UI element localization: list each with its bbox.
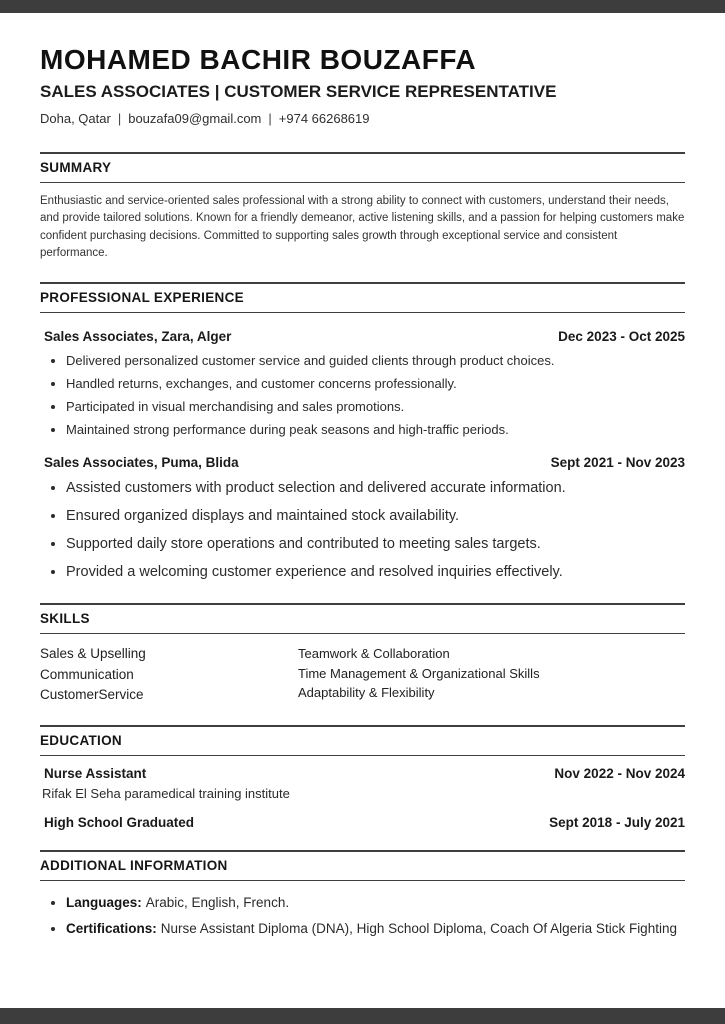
skill-item: Time Management & Organizational Skills — [298, 665, 540, 681]
additional-info-label: Languages: — [66, 895, 142, 911]
additional-info-label: Certifications: — [66, 921, 157, 937]
job-bullet: • Maintained strong performance during peak seasons and high-traffic periods. — [66, 421, 685, 440]
education-dates: Nov 2022 - Nov 2024 — [554, 766, 685, 782]
education-header — [40, 815, 685, 830]
job-bullet: • Delivered personalized customer service and guided clients through product choices. — [66, 352, 685, 371]
job-dates: Sept 2021 - Nov 2023 — [550, 455, 685, 471]
summary-section — [40, 152, 685, 262]
skill-item: Communication — [40, 666, 134, 682]
skill-item: Adaptability & Flexibility — [298, 685, 435, 701]
candidate-name: MOHAMED BACHIR BOUZAFFA — [40, 44, 477, 75]
skills-column-right — [298, 644, 540, 705]
job-entry — [40, 323, 685, 439]
job-bullet-list — [40, 352, 685, 439]
candidate-title: SALES ASSOCIATES | CUSTOMER SERVICE REPRESENTATIVE — [40, 82, 557, 101]
education-header — [40, 766, 685, 781]
experience-heading: PROFESSIONAL EXPERIENCE — [40, 282, 685, 313]
job-bullet-list — [40, 478, 685, 583]
job-bullet: • Handled returns, exchanges, and customer concerns professionally. — [66, 375, 685, 394]
contact-separator: | — [268, 111, 272, 126]
additional-info-text: Nurse Assistant Diploma (DNA), High School Diploma, Coach Of Algeria Stick Fighting — [160, 921, 677, 937]
skills-columns — [40, 644, 685, 705]
education-heading: EDUCATION — [40, 725, 685, 756]
additional-info-section — [40, 850, 685, 940]
bottom-border-bar — [0, 1008, 725, 1024]
additional-info-list — [40, 893, 685, 940]
contact-email: bouzafa09@gmail.com — [128, 111, 262, 126]
job-bullet: • Assisted customers with product selection and delivered accurate information. — [66, 478, 685, 500]
skill-item: CustomerService — [40, 686, 144, 702]
education-institution: Rifak El Seha paramedical training institute — [42, 786, 290, 802]
education-title: High School Graduated — [44, 815, 195, 831]
skills-section — [40, 603, 685, 705]
job-title: Sales Associates, Puma, Blida — [44, 455, 239, 471]
education-dates: Sept 2018 - July 2021 — [549, 815, 685, 831]
education-section — [40, 725, 685, 830]
job-title: Sales Associates, Zara, Alger — [44, 329, 232, 344]
summary-heading: SUMMARY — [40, 152, 685, 183]
job-header — [40, 449, 685, 472]
job-header — [40, 323, 685, 346]
contact-line — [40, 111, 685, 126]
additional-info-text: Arabic, English, French. — [145, 895, 290, 911]
job-bullet: • Supported daily store operations and contributed to meeting sales targets. — [66, 534, 685, 556]
job-bullet: • Provided a welcoming customer experience and resolved inquiries effectively. — [66, 562, 685, 584]
resume-header — [40, 44, 685, 126]
top-border-bar — [0, 0, 725, 13]
additional-info-item — [66, 893, 685, 913]
job-entry — [40, 449, 685, 583]
summary-text: Enthusiastic and service-oriented sales professional with a strong ability to connect with customers, understand their needs, and provide tailored solutions. Known for a friendly demeanor, active listening skills, and a passion for helping customers make confident purchasing decisions. Committed to supporting sales growth through exceptional service and consistent performance. — [40, 195, 685, 259]
skill-item: Sales & Upselling — [40, 646, 146, 662]
contact-separator: | — [117, 111, 122, 126]
contact-location: Doha, Qatar — [40, 111, 111, 126]
additional-info-item — [66, 919, 685, 939]
skills-heading: SKILLS — [40, 603, 685, 634]
skill-item: Teamwork & Collaboration — [298, 646, 450, 662]
contact-phone: +974 66268619 — [278, 111, 370, 126]
job-bullet: • Participated in visual merchandising and sales promotions. — [66, 398, 685, 417]
education-title: Nurse Assistant — [44, 766, 147, 782]
skills-column-left — [40, 644, 298, 705]
experience-section — [40, 282, 685, 583]
education-entry — [40, 766, 685, 801]
job-bullet: • Ensured organized displays and maintained stock availability. — [66, 506, 685, 528]
additional-info-heading: ADDITIONAL INFORMATION — [40, 850, 685, 881]
job-dates: Dec 2023 - Oct 2025 — [558, 329, 685, 344]
education-entry — [40, 815, 685, 830]
